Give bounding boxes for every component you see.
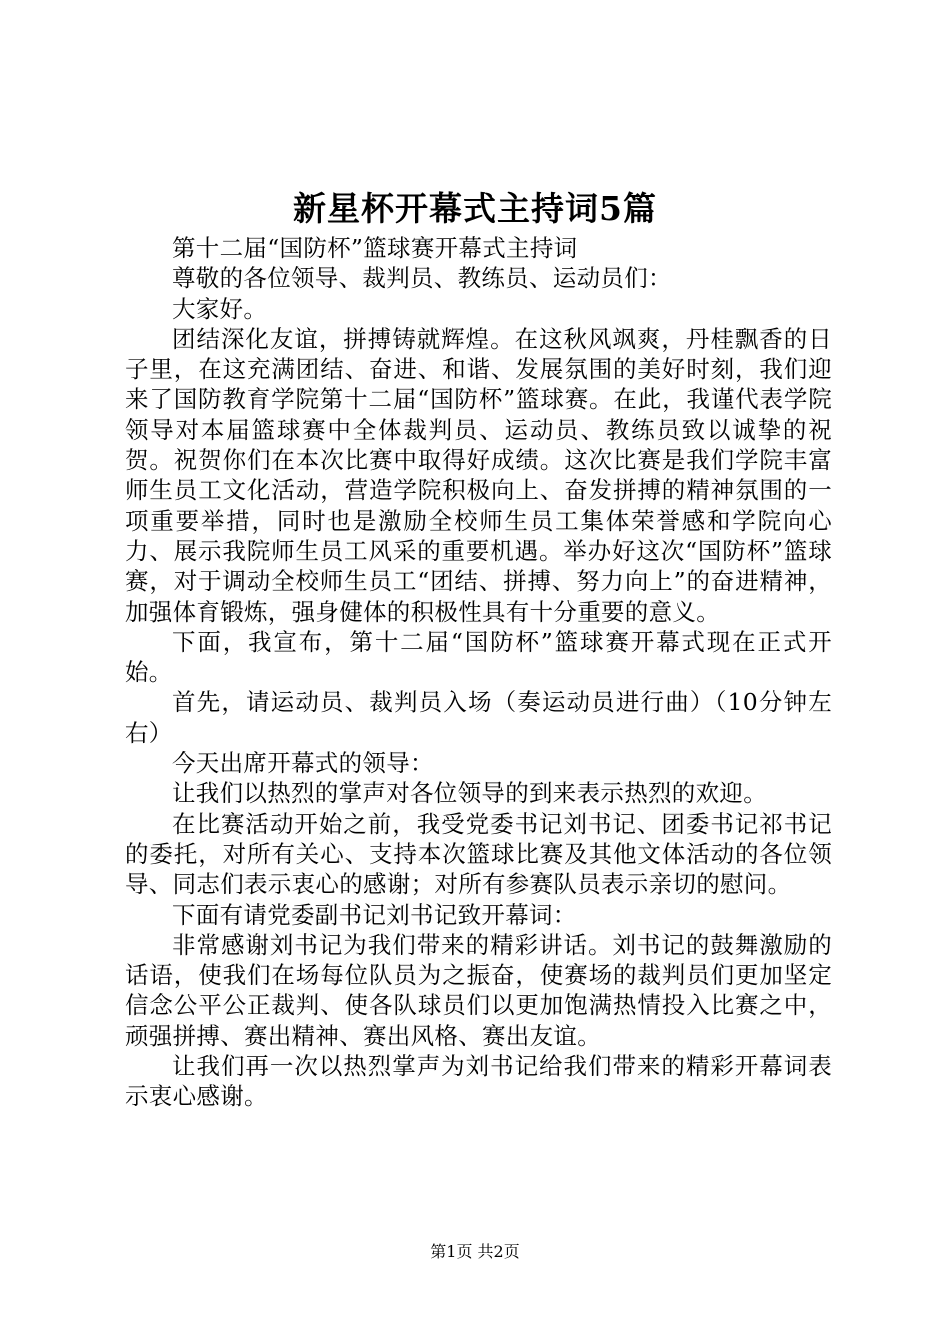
paragraph-opening-speech: 团结深化友谊，拼搏铸就辉煌。在这秋风飒爽，丹桂飘香的日子里，在这充满团结、奋进、和谐、发展氛围的美好时刻，我们迎来了国防教育学院第十二届“国防杯”篮球赛。在此，我谨代表学院领导对本届篮球赛中全体裁判员、运动员、教练员致以诚挚的祝贺。祝贺你们在本次比赛中取得好成绩。这次比赛是我们学院丰富师生员工文化活动，营造学院积极向上、奋发拼搏的精神氛围的一项重要举措，同时也是激励全校师生员工集体荣誉感和学院向心力、展示我院师生员工风采的重要机遇。举办好这次“国防杯”篮球赛，对于调动全校师生员工“团结、拼搏、努力向上”的奋进精神，加强体育锻炼，强身健体的积极性具有十分重要的意义。: [125, 324, 832, 626]
paragraph-greeting: 大家好。: [172, 294, 268, 323]
document-body: [125, 233, 832, 1112]
paragraph-after-speech: 非常感谢刘书记为我们带来的精彩讲话。刘书记的鼓舞激励的话语，使我们在场每位队员为之振奋，使赛场的裁判员们更加坚定信念公平公正裁判、使各队球员们以更加饱满热情投入比赛之中，顽强拼搏、赛出精神、赛出风格、赛出友谊。: [125, 930, 832, 1050]
document-title: 新星杯开幕式主持词5篇: [293, 189, 657, 228]
page-number-footer: 第1页 共2页: [430, 1242, 520, 1261]
paragraph-entrance: 首先，请运动员、裁判员入场（奏运动员进行曲）（10分钟左右）: [125, 688, 832, 747]
paragraph-closing: 让我们再一次以热烈掌声为刘书记给我们带来的精彩开幕词表示衷心感谢。: [125, 1052, 832, 1111]
paragraph-welcome: 让我们以热烈的掌声对各位领导的到来表示热烈的欢迎。: [172, 779, 767, 808]
paragraph-leaders: 今天出席开幕式的领导：: [172, 749, 434, 778]
paragraph-announcement: 下面，我宣布，第十二届“国防杯”篮球赛开幕式现在正式开始。: [125, 627, 832, 687]
paragraph-thanks: 在比赛活动开始之前，我受党委书记刘书记、团委书记祁书记的委托，对所有关心、支持本次篮球比赛及其他文体活动的各位领导、同志们表示衷心的感谢；对所有参赛队员表示亲切的慰问。: [125, 809, 832, 899]
paragraph-invite-speech: 下面有请党委副书记刘书记致开幕词：: [172, 900, 577, 929]
paragraph-salutation: 尊敬的各位领导、裁判员、教练员、运动员们：: [172, 264, 672, 293]
paragraph-heading: 第十二届“国防杯”篮球赛开幕式主持词: [172, 234, 578, 262]
